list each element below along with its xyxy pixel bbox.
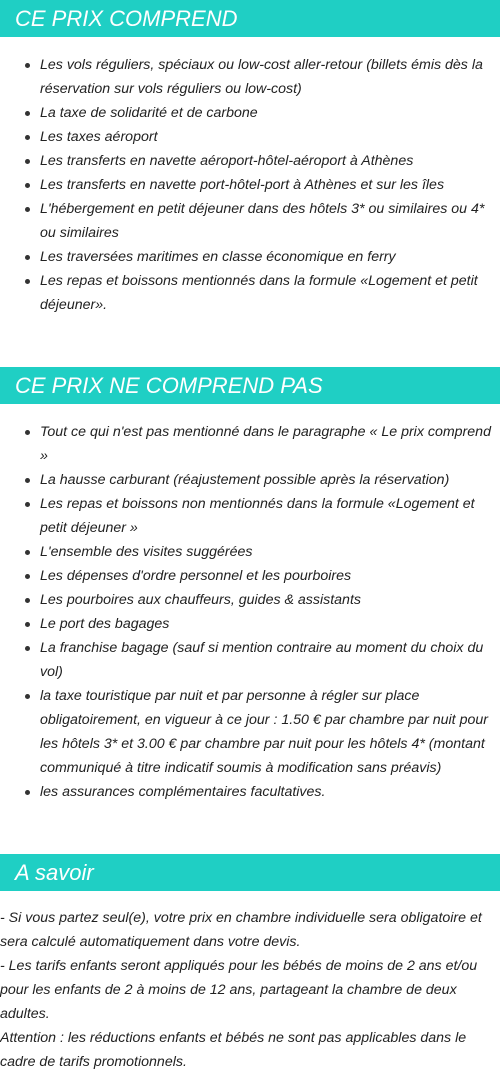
note-paragraph: Attention : les réductions enfants et bébés ne sont pas applicables dans le cadre de tarifs promotionnels.	[0, 1030, 467, 1070]
price-includes-section	[0, 0, 500, 317]
price-excludes-list	[0, 420, 500, 804]
list-item: Les taxes aéroport	[0, 125, 500, 149]
price-excludes-header: CE PRIX NE COMPREND PAS	[0, 367, 500, 404]
price-includes-header: CE PRIX COMPREND	[0, 0, 500, 37]
list-item: Les transferts en navette port-hôtel-port à Athènes et sur les îles	[0, 173, 500, 197]
price-excludes-section	[0, 367, 500, 804]
list-item: L'hébergement en petit déjeuner dans des hôtels 3* ou similaires ou 4* ou similaires	[0, 197, 500, 245]
list-item: L'ensemble des visites suggérées	[0, 540, 500, 564]
list-item: Les dépenses d'ordre personnel et les pourboires	[0, 564, 500, 588]
list-item: Les vols réguliers, spéciaux ou low-cost aller-retour (billets émis dès la réservation sur vols réguliers ou low-cost)	[0, 53, 500, 101]
list-item: Les traversées maritimes en classe économique en ferry	[0, 245, 500, 269]
list-item: Tout ce qui n'est pas mentionné dans le paragraphe « Le prix comprend »	[0, 420, 500, 468]
to-know-section	[0, 854, 500, 1074]
to-know-notes	[0, 906, 500, 1074]
list-item: Le port des bagages	[0, 612, 500, 636]
list-item: Les repas et boissons non mentionnés dans la formule «Logement et petit déjeuner »	[0, 492, 500, 540]
note-paragraph: - Les tarifs enfants seront appliqués pour les bébés de moins de 2 ans et/ou pour les enfants de 2 à moins de 12 ans, partageant la chambre de deux adultes.	[0, 958, 478, 1022]
list-item: Les transferts en navette aéroport-hôtel-aéroport à Athènes	[0, 149, 500, 173]
list-item: La hausse carburant (réajustement possible après la réservation)	[0, 468, 500, 492]
list-item: La franchise bagage (sauf si mention contraire au moment du choix du vol)	[0, 636, 500, 684]
list-item: Les pourboires aux chauffeurs, guides & assistants	[0, 588, 500, 612]
list-item: Les repas et boissons mentionnés dans la formule «Logement et petit déjeuner».	[0, 269, 500, 317]
to-know-header: A savoir	[0, 854, 500, 891]
price-includes-list	[0, 53, 500, 317]
list-item: La taxe de solidarité et de carbone	[0, 101, 500, 125]
note-paragraph: - Si vous partez seul(e), votre prix en chambre individuelle sera obligatoire et sera calculé automatiquement dans votre devis.	[0, 910, 482, 950]
list-item: la taxe touristique par nuit et par personne à régler sur place obligatoirement, en vigueur à ce jour : 1.50 € par chambre par nuit pour les hôtels 3* et 3.00 € par chambre par nuit pour les hôtels 4* (montant communiqué à titre indicatif soumis à modification sans préavis)	[0, 684, 500, 780]
list-item: les assurances complémentaires facultatives.	[0, 780, 500, 804]
